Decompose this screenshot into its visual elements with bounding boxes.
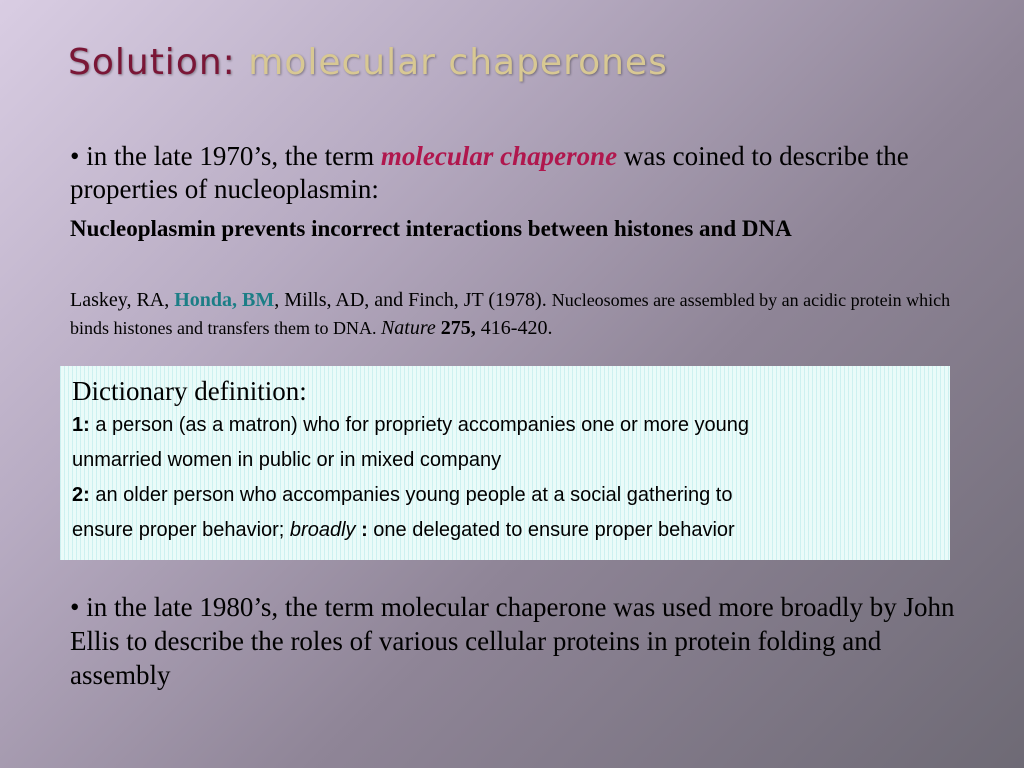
citation-author-highlight: Honda, BM (174, 289, 275, 311)
citation-authors-rest: , Mills, AD, and Finch, JT (1978). (274, 289, 552, 311)
bullet-1970s (70, 140, 970, 244)
citation-volume: 275, (440, 317, 476, 339)
dictionary-box (60, 366, 950, 560)
nucleoplasmin-statement: Nucleoplasmin prevents incorrect interactions between histones and DNA (70, 216, 792, 241)
bullet-1980s: • in the late 1980’s, the term molecular chaperone was used more broadly by John Ellis to describe the roles of various cellular proteins in protein folding and assembly (70, 592, 955, 690)
definition-1-line-2: unmarried women in public or in mixed company (72, 449, 502, 471)
definition-1-text-a: a person (as a matron) who for propriety accompanies one or more young (89, 414, 750, 436)
citation-author-1: Laskey, RA, (70, 289, 175, 311)
bullet-1970s-lead: • in the late 1970’s, the term (70, 141, 381, 171)
highlighted-term: molecular chaperone (380, 141, 618, 171)
definition-2-text-c: one delegated to ensure proper behavior (367, 519, 735, 541)
broadly-label: broadly (289, 519, 356, 541)
title-topic: molecular chaperones (248, 42, 668, 83)
definition-1-line-1 (72, 408, 938, 443)
broadly-colon: : (355, 519, 368, 541)
slide-title (68, 42, 668, 83)
definition-2-text-b: ensure proper behavior; (72, 519, 290, 541)
definition-2-number: 2: (72, 484, 90, 506)
citation-pages: 416-420. (475, 317, 553, 339)
bullet-1970s-tail: was coined to describe the properties of nucleoplasmin: (70, 141, 909, 204)
definition-1-number: 1: (72, 414, 90, 436)
title-solution: Solution: (68, 42, 236, 83)
definition-2-line-1 (72, 478, 938, 513)
citation (70, 286, 970, 342)
definition-2-line-2 (72, 513, 938, 548)
dictionary-heading: Dictionary definition: (72, 376, 307, 406)
citation-journal: Nature (380, 317, 436, 339)
definition-2-text-a: an older person who accompanies young people at a social gathering to (89, 484, 733, 506)
bullet-1970s-text (70, 140, 970, 206)
citation-title: Nucleosomes are assembled by an acidic protein which binds histones and transfers them to DNA. (70, 290, 951, 338)
